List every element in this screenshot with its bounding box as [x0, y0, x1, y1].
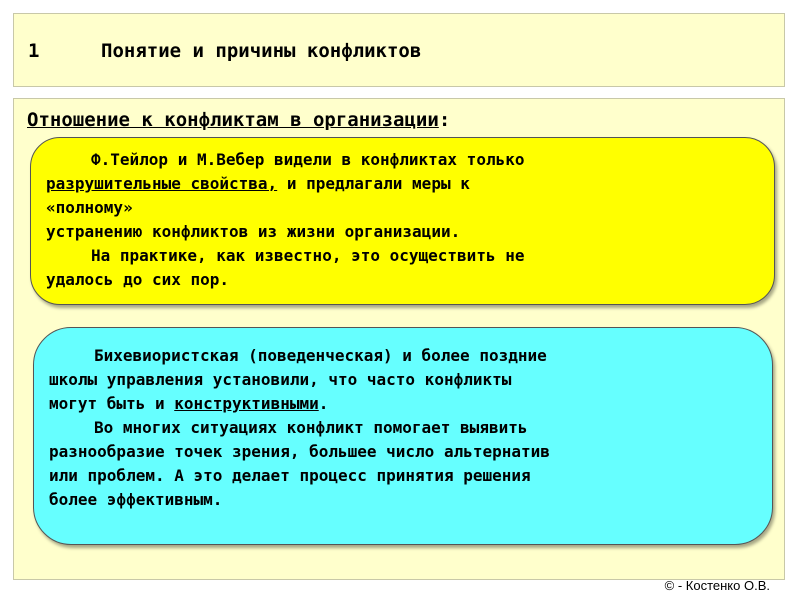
box2-text: могут быть и: [49, 394, 175, 413]
section-subtitle: [27, 109, 450, 131]
box2-underlined-text: конструктивными: [174, 394, 319, 413]
box1-text: и предлагали меры к: [277, 174, 470, 193]
box2-line: более эффективным.: [49, 490, 223, 509]
slide-content: [13, 98, 785, 580]
box2-text: .: [318, 394, 329, 413]
box1-underlined-text: разрушительные свойства,: [46, 174, 278, 193]
box1-line: [46, 172, 774, 196]
behaviorist-box: [33, 327, 773, 545]
slide-number: 1: [28, 40, 40, 62]
box2-line: разнообразие точек зрения, большее число альтернатив: [49, 442, 550, 461]
taylor-weber-box: [30, 137, 775, 305]
copyright-text: © - Костенко О.В.: [664, 578, 770, 593]
box2-line: Во многих ситуациях конфликт помогает выявить: [94, 418, 528, 437]
slide-title: Понятие и причины конфликтов: [101, 40, 422, 62]
section-subtitle-colon: :: [438, 109, 451, 131]
box1-line: устранению конфликтов из жизни организации.: [46, 222, 461, 241]
box2-line: [49, 392, 772, 416]
slide-header: [13, 13, 785, 87]
box1-line: Ф.Тейлор и М.Вебер видели в конфликтах только: [91, 150, 525, 169]
box1-line: На практике, как известно, это осуществить не: [91, 246, 525, 265]
box1-line: удалось до сих пор.: [46, 270, 230, 289]
box2-line: Бихевиористская (поведенческая) и более поздние: [94, 346, 547, 365]
box2-line: или проблем. А это делает процесс принятия решения: [49, 466, 531, 485]
box1-line: «полному»: [46, 198, 133, 217]
section-subtitle-text: Отношение к конфликтам в организации: [27, 109, 439, 131]
box2-line: школы управления установили, что часто конфликты: [49, 370, 512, 389]
